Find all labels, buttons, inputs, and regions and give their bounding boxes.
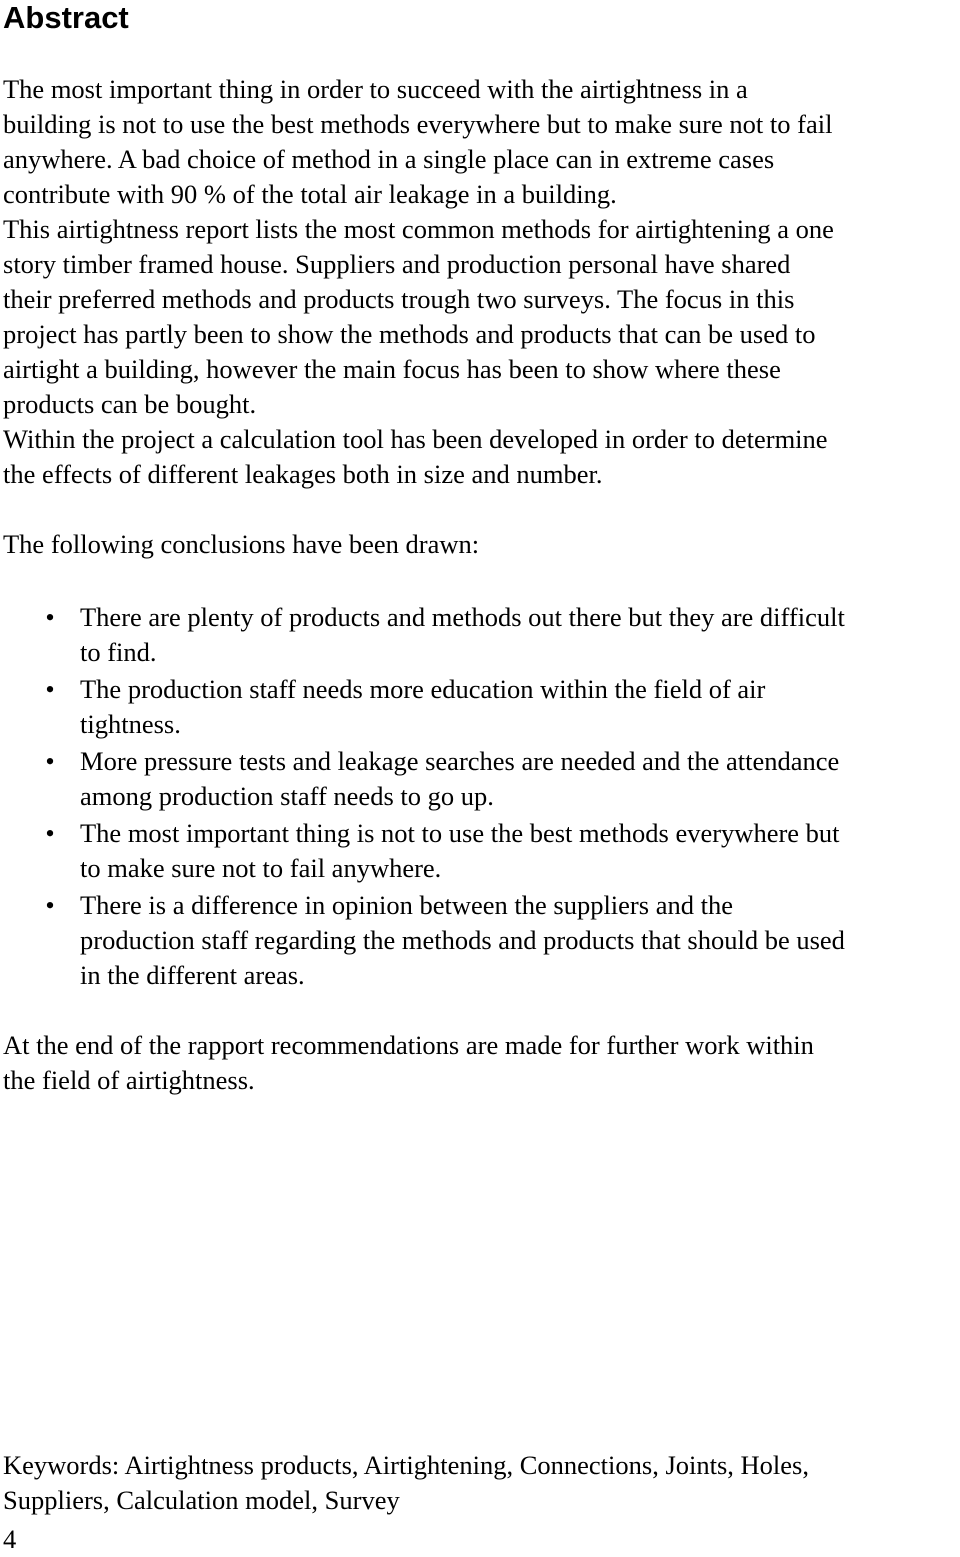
list-item bbox=[0, 600, 960, 670]
text-line: Keywords: Airtightness products, Airtightening, Connections, Joints, Holes, bbox=[3, 1450, 809, 1480]
text-line: production staff regarding the methods and products that should be used bbox=[80, 925, 845, 955]
text-line: The most important thing in order to succeed with the airtightness in a bbox=[3, 74, 748, 104]
list-item bbox=[0, 744, 960, 814]
recommendations-paragraph bbox=[3, 1028, 960, 1098]
text-line: among production staff needs to go up. bbox=[80, 781, 494, 811]
text-line: More pressure tests and leakage searches are needed and the attendance bbox=[80, 746, 840, 776]
conclusions-intro: The following conclusions have been drawn: bbox=[3, 529, 480, 559]
text-line: Within the project a calculation tool has been developed in order to determine bbox=[3, 424, 828, 454]
keywords bbox=[3, 1448, 960, 1518]
text-line: contribute with 90 % of the total air leakage in a building. bbox=[3, 179, 617, 209]
text-line: airtight a building, however the main focus has been to show where these bbox=[3, 354, 781, 384]
list-item bbox=[0, 672, 960, 742]
text-line: There are plenty of products and methods out there but they are difficult bbox=[80, 602, 845, 632]
text-line: to find. bbox=[80, 637, 157, 667]
text-line: There is a difference in opinion between the suppliers and the bbox=[80, 890, 733, 920]
conclusions-list bbox=[0, 600, 960, 995]
text-line: to make sure not to fail anywhere. bbox=[80, 853, 442, 883]
bullet-icon: • bbox=[45, 602, 55, 632]
text-line: Suppliers, Calculation model, Survey bbox=[3, 1485, 400, 1515]
page-title: Abstract bbox=[3, 0, 129, 35]
list-item bbox=[0, 888, 960, 993]
bullet-icon: • bbox=[45, 890, 55, 920]
text-line: project has partly been to show the methods and products that can be used to bbox=[3, 319, 816, 349]
text-line: their preferred methods and products trough two surveys. The focus in this bbox=[3, 284, 795, 314]
list-item bbox=[0, 816, 960, 886]
page-number: 4 bbox=[3, 1524, 17, 1554]
text-line: tightness. bbox=[80, 709, 181, 739]
text-line: in the different areas. bbox=[80, 960, 305, 990]
bullet-icon: • bbox=[45, 674, 55, 704]
text-line: The most important thing is not to use the best methods everywhere but bbox=[80, 818, 840, 848]
text-line: building is not to use the best methods everywhere but to make sure not to fail bbox=[3, 109, 833, 139]
text-line: This airtightness report lists the most common methods for airtightening a one bbox=[3, 214, 834, 244]
text-line: story timber framed house. Suppliers and production personal have shared bbox=[3, 249, 791, 279]
text-line: the field of airtightness. bbox=[3, 1065, 255, 1095]
bullet-icon: • bbox=[45, 746, 55, 776]
text-line: At the end of the rapport recommendations are made for further work within bbox=[3, 1030, 814, 1060]
text-line: the effects of different leakages both in size and number. bbox=[3, 459, 603, 489]
text-line: anywhere. A bad choice of method in a single place can in extreme cases bbox=[3, 144, 775, 174]
text-line: products can be bought. bbox=[3, 389, 257, 419]
abstract-paragraph bbox=[3, 72, 960, 492]
text-line: The production staff needs more education within the field of air bbox=[80, 674, 766, 704]
bullet-icon: • bbox=[45, 818, 55, 848]
